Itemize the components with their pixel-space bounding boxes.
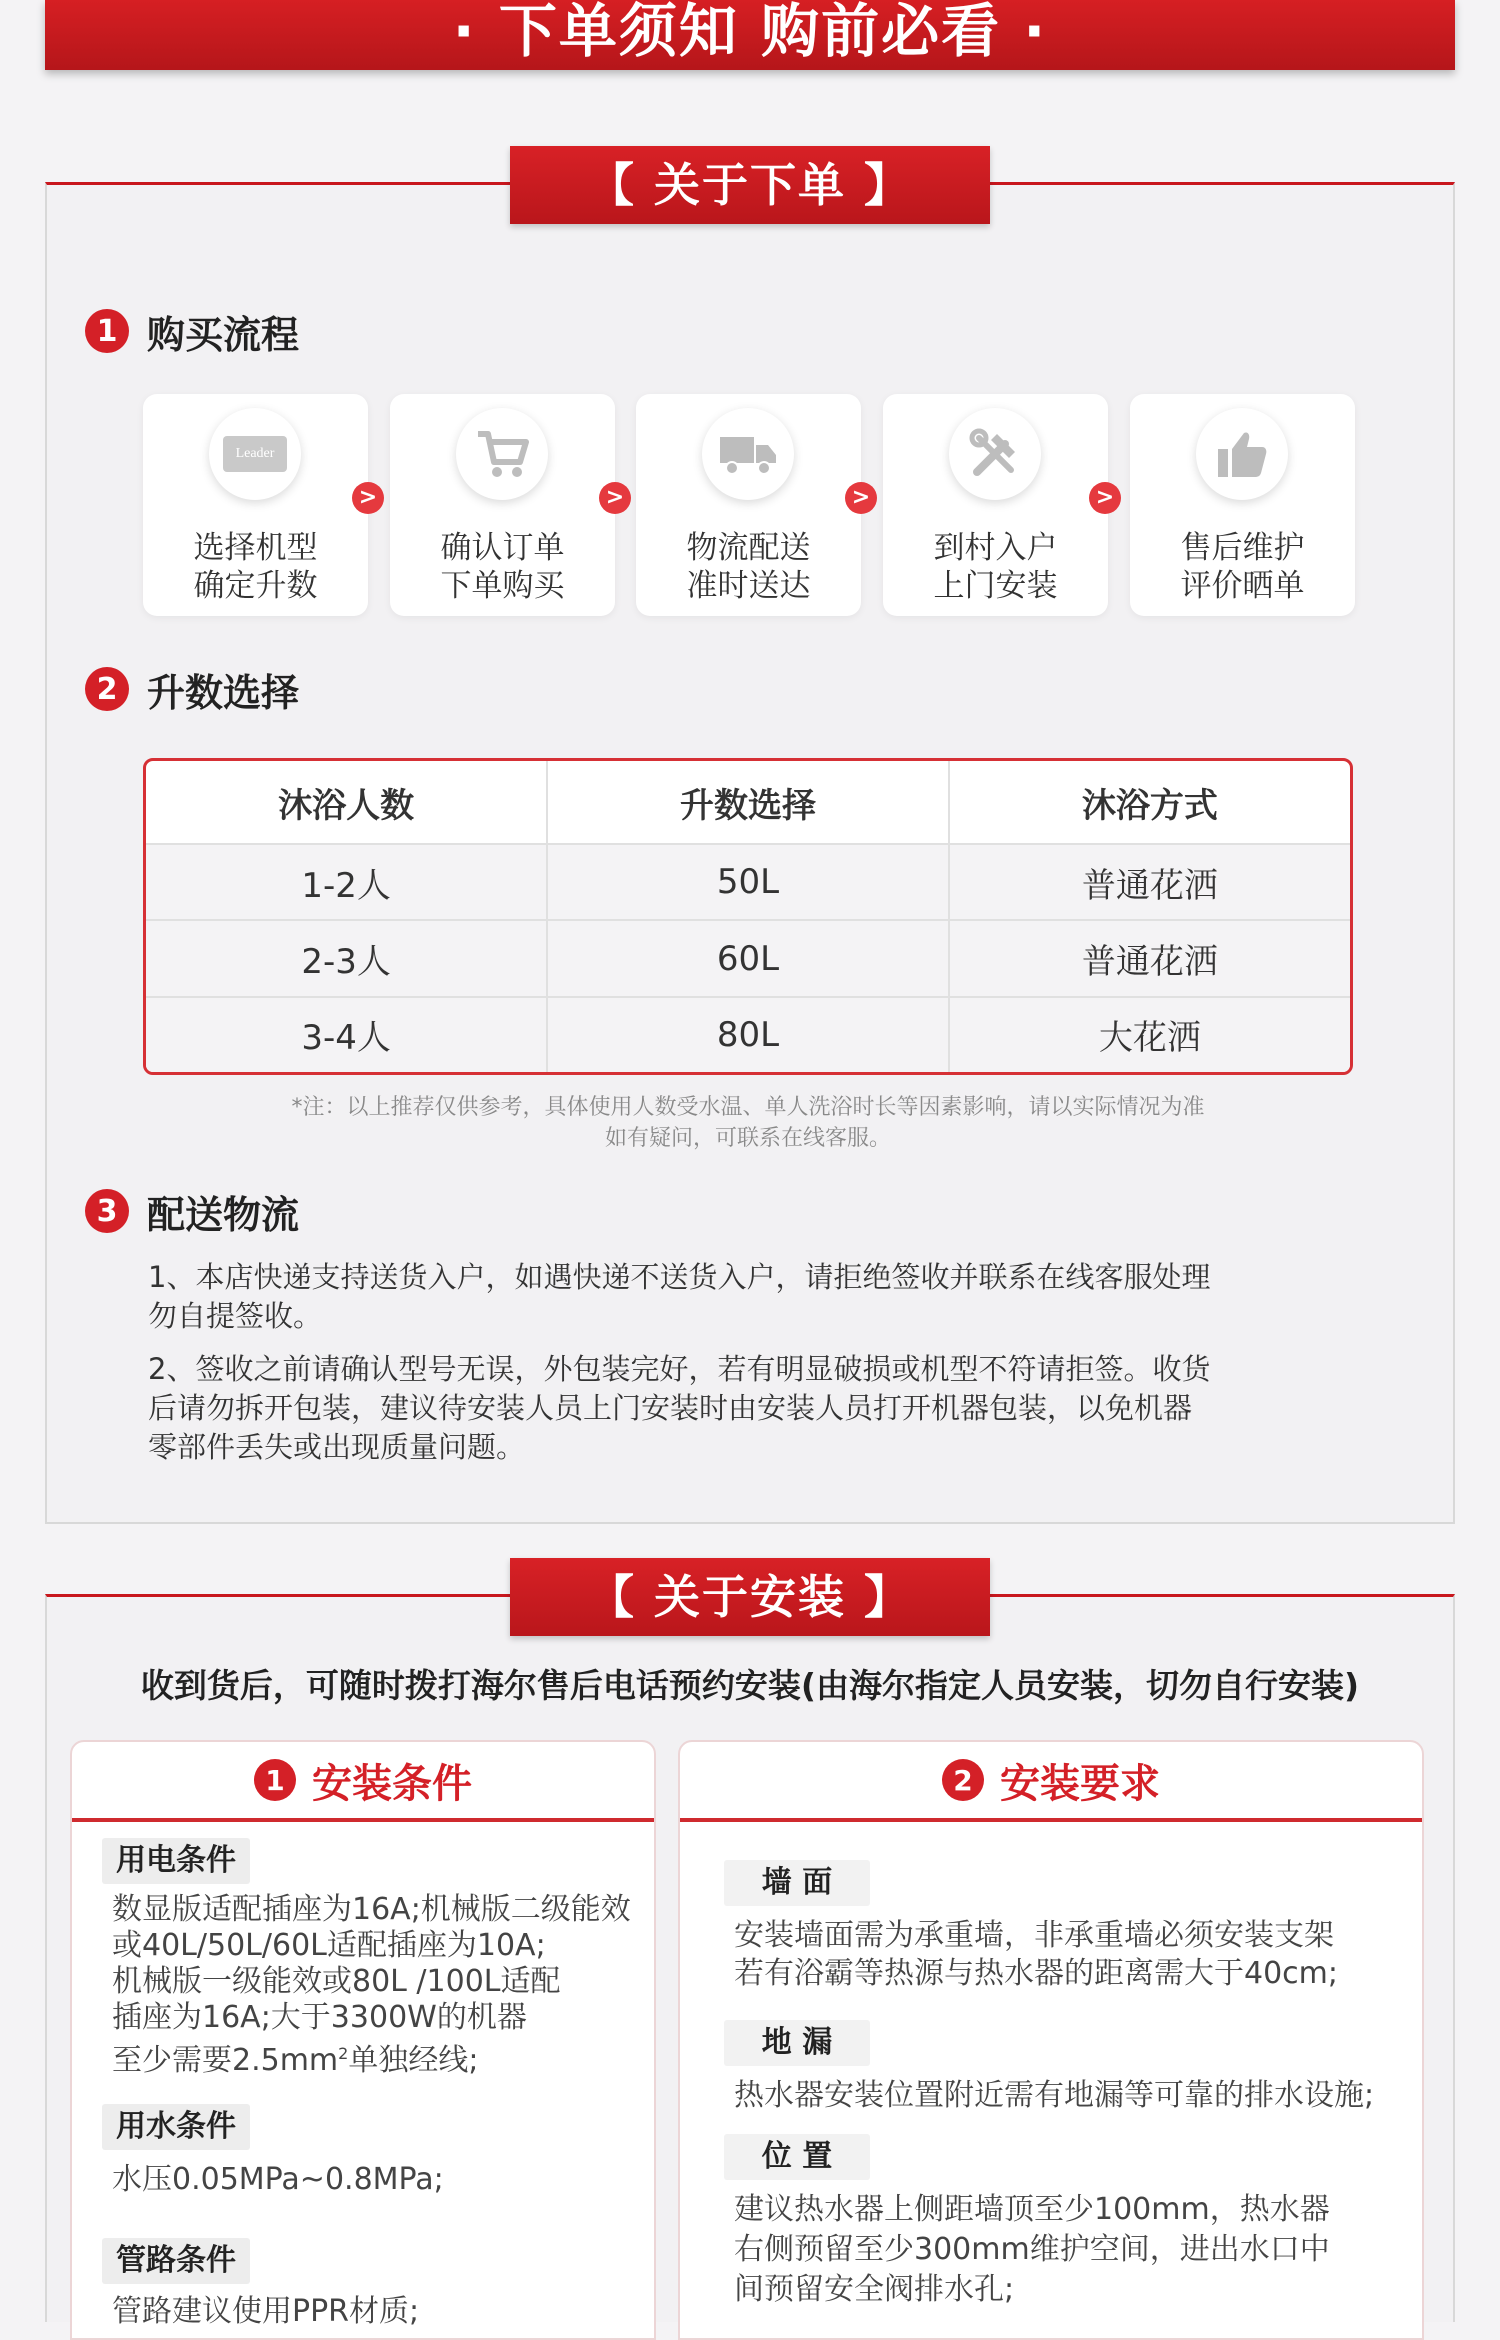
delivery-heading [85, 1186, 299, 1236]
drain-tag: 地 漏 [724, 2020, 870, 2066]
delivery-para1-line2: 勿自提签收。 [148, 1299, 323, 1333]
purchase-process-title: 购买流程 [147, 312, 300, 357]
install-section-tab: 【 关于安装 】 [510, 1558, 990, 1636]
process-arrow-icon: > [352, 482, 384, 514]
card-line2: 评价晒单 [1180, 568, 1305, 604]
capacity-table [143, 758, 1353, 1075]
delivery-title: 配送物流 [147, 1192, 300, 1237]
tools-icon [949, 408, 1041, 500]
table-cell: 3-4人 [146, 997, 547, 1072]
wall-text-line1: 安装墙面需为承重墙，非承重墙必须安装支架 [734, 1918, 1334, 1953]
process-card-installation [883, 394, 1108, 616]
install-requirements-header [680, 1742, 1422, 1822]
panel-number-badge: 1 [254, 1759, 296, 1801]
panel-number-badge: 2 [942, 1759, 984, 1801]
position-text-line2: 右侧预留至少300mm维护空间，进出水口中 [734, 2232, 1330, 2267]
power-text-line5 [112, 2036, 478, 2079]
power-text-line5a: 至少需要2.5mm [112, 2043, 339, 2078]
card-line2: 上门安装 [933, 568, 1058, 604]
position-text-line1: 建议热水器上侧距墙顶至少100mm，热水器 [734, 2192, 1330, 2227]
pipe-text: 管路建议使用PPR材质; [112, 2294, 420, 2329]
table-cell: 普通花洒 [949, 920, 1350, 996]
water-condition-tag: 用水条件 [102, 2104, 250, 2150]
drain-text: 热水器安装位置附近需有地漏等可靠的排水设施; [734, 2078, 1375, 2113]
card-line1: 物流配送 [686, 530, 811, 566]
table-cell: 1-2人 [146, 844, 547, 920]
process-arrow-icon: > [599, 482, 631, 514]
table-cell: 80L [547, 997, 948, 1072]
card-line1: 确认订单 [440, 530, 565, 566]
table-row [146, 844, 1350, 920]
page-banner: · 下单须知 购前必看 · [45, 0, 1455, 70]
card-line2: 准时送达 [686, 568, 811, 604]
delivery-para2-line1: 2、签收之前请确认型号无误，外包装完好，若有明显破损或机型不符请拒签。收货 [148, 1352, 1211, 1386]
water-text: 水压0.05MPa~0.8MPa; [112, 2162, 444, 2197]
card-line1: 到村入户 [933, 530, 1058, 566]
table-header-cell: 升数选择 [547, 761, 948, 844]
power-text-line1: 数显版适配插座为16A;机械版二级能效 [112, 1892, 631, 1927]
table-note-line1: *注：以上推荐仅供参考，具体使用人数受水温、单人洗浴时长等因素影响，请以实际情况为准 [291, 1095, 1205, 1120]
table-note-line2: 如有疑问，可联系在线客服。 [604, 1126, 891, 1151]
install-requirements-panel [678, 1740, 1424, 2340]
card-line1: 选择机型 [193, 530, 318, 566]
delivery-para1-line1: 1、本店快递支持送货入户，如遇快递不送货入户，请拒绝签收并联系在线客服处理 [148, 1260, 1211, 1294]
table-header-cell: 沐浴人数 [146, 761, 547, 844]
process-card-after-sales [1130, 394, 1355, 616]
table-row [146, 920, 1350, 996]
process-arrow-icon: > [845, 482, 877, 514]
wall-text-line2: 若有浴霸等热源与热水器的距离需大于40cm; [734, 1956, 1338, 1991]
capacity-title: 升数选择 [147, 670, 300, 715]
table-cell: 大花洒 [949, 997, 1350, 1072]
card-line2: 下单购买 [440, 568, 565, 604]
leader-logo-text: Leader [223, 436, 287, 472]
power-condition-tag: 用电条件 [102, 1838, 250, 1884]
step-number-badge: 1 [85, 309, 129, 353]
delivery-para2-line2: 后请勿拆开包装，建议待安装人员上门安装时由安装人员打开机器包装，以免机器 [148, 1391, 1193, 1425]
table-cell: 60L [547, 920, 948, 996]
table-header-cell: 沐浴方式 [949, 761, 1350, 844]
delivery-para2-line3: 零部件丢失或出现质量问题。 [148, 1430, 526, 1464]
step-number-badge: 3 [85, 1189, 129, 1233]
table-cell: 普通花洒 [949, 844, 1350, 920]
capacity-heading [85, 664, 299, 714]
table-row [146, 997, 1350, 1072]
install-conditions-header [72, 1742, 654, 1822]
install-requirements-title: 安装要求 [1000, 1760, 1160, 1807]
install-subtitle: 收到货后，可随时拨打海尔售后电话预约安装(由海尔指定人员安装，切勿自行安装) [140, 1666, 1360, 1705]
pipe-condition-tag: 管路条件 [102, 2238, 250, 2284]
install-conditions-panel [70, 1740, 656, 2340]
power-text-line4: 插座为16A;大于3300W的机器 [112, 2000, 527, 2035]
superscript-2: 2 [338, 2044, 349, 2063]
delivery-truck-icon [702, 408, 794, 500]
power-text-line3: 机械版一级能效或80L /100L适配 [112, 1964, 561, 1999]
process-card-confirm-order [390, 394, 615, 616]
purchase-process-heading [85, 306, 299, 356]
shopping-cart-icon [456, 408, 548, 500]
install-conditions-title: 安装条件 [312, 1760, 472, 1807]
table-cell: 2-3人 [146, 920, 547, 996]
thumbs-up-icon [1196, 408, 1288, 500]
order-section-tab: 【 关于下单 】 [510, 146, 990, 224]
position-tag: 位 置 [724, 2134, 870, 2180]
process-card-select-model [143, 394, 368, 616]
position-text-line3: 间预留安全阀排水孔; [734, 2272, 1015, 2307]
table-cell: 50L [547, 844, 948, 920]
process-card-logistics [636, 394, 861, 616]
wall-tag: 墙 面 [724, 1860, 870, 1906]
power-text-line2: 或40L/50L/60L适配插座为10A; [112, 1928, 546, 1963]
process-arrow-icon: > [1089, 482, 1121, 514]
power-text-line5b: 单独经线; [348, 2043, 479, 2078]
leader-logo-icon [209, 408, 301, 500]
card-line1: 售后维护 [1180, 530, 1305, 566]
table-header-row [146, 761, 1350, 844]
step-number-badge: 2 [85, 667, 129, 711]
card-line2: 确定升数 [193, 568, 318, 604]
